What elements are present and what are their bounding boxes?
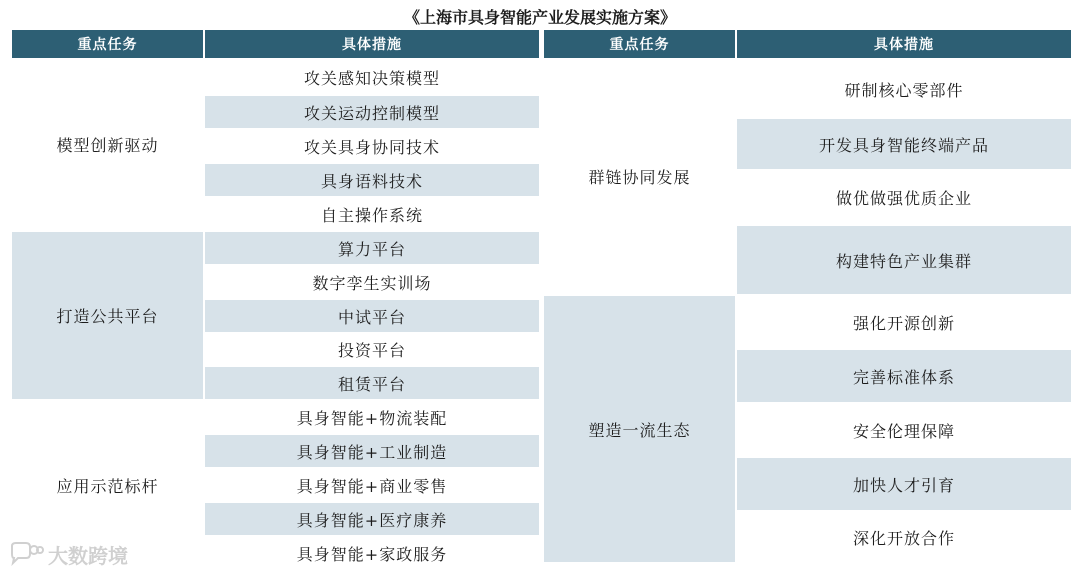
right-measure-cell: 完善标准体系	[737, 350, 1071, 402]
chat-bubble-logo-icon	[8, 542, 44, 566]
left-measure-cell: 具身语料技术	[205, 164, 539, 196]
left-task-cell: 模型创新驱动	[56, 135, 159, 155]
left-measure-cell: 租赁平台	[205, 367, 539, 399]
watermark	[8, 540, 128, 568]
left-measure-cell: 具身智能+商业零售	[296, 476, 448, 496]
left-header-measures: 具体措施	[205, 30, 539, 58]
left-measure-cell: 具身智能+物流装配	[296, 408, 448, 428]
left-measure-cell: 数字孪生实训场	[312, 273, 432, 293]
left-measure-cell: 自主操作系统	[320, 205, 423, 225]
document-title: 《上海市具身智能产业发展实施方案》	[403, 8, 676, 27]
left-measure-cell: 具身智能+工业制造	[205, 435, 539, 467]
left-measure-cell: 攻关具身协同技术	[303, 137, 440, 157]
right-header-measures: 具体措施	[737, 30, 1071, 58]
left-measure-cell: 攻关感知决策模型	[303, 68, 440, 88]
right-measure-cell: 做优做强优质企业	[835, 189, 972, 208]
left-task-cell: 打造公共平台	[12, 232, 203, 399]
left-table	[12, 30, 539, 570]
right-measure-cell: 构建特色产业集群	[737, 226, 1071, 294]
left-measure-cell: 算力平台	[205, 232, 539, 264]
right-table	[544, 30, 1071, 570]
right-measure-cell: 开发具身智能终端产品	[737, 119, 1071, 169]
right-measure-cell: 研制核心零部件	[844, 80, 964, 100]
left-measure-cell: 攻关运动控制模型	[205, 96, 539, 128]
left-measure-cell: 投资平台	[337, 340, 406, 360]
right-header-task: 重点任务	[544, 30, 735, 58]
right-measure-cell: 深化开放合作	[852, 528, 955, 548]
left-header-task: 重点任务	[12, 30, 203, 58]
right-task-cell: 塑造一流生态	[544, 296, 735, 562]
right-measure-cell: 加快人才引育	[737, 458, 1071, 510]
right-measure-cell: 安全伦理保障	[852, 421, 955, 441]
left-task-cell: 应用示范标杆	[56, 477, 159, 496]
left-measure-cell: 具身智能+家政服务	[296, 545, 448, 564]
watermark-text: 大数跨境	[48, 543, 128, 568]
right-measure-cell: 强化开源创新	[852, 313, 955, 333]
left-measure-cell: 具身智能+医疗康养	[205, 503, 539, 535]
right-task-cell: 群链协同发展	[588, 167, 691, 187]
left-measure-cell: 中试平台	[205, 300, 539, 332]
